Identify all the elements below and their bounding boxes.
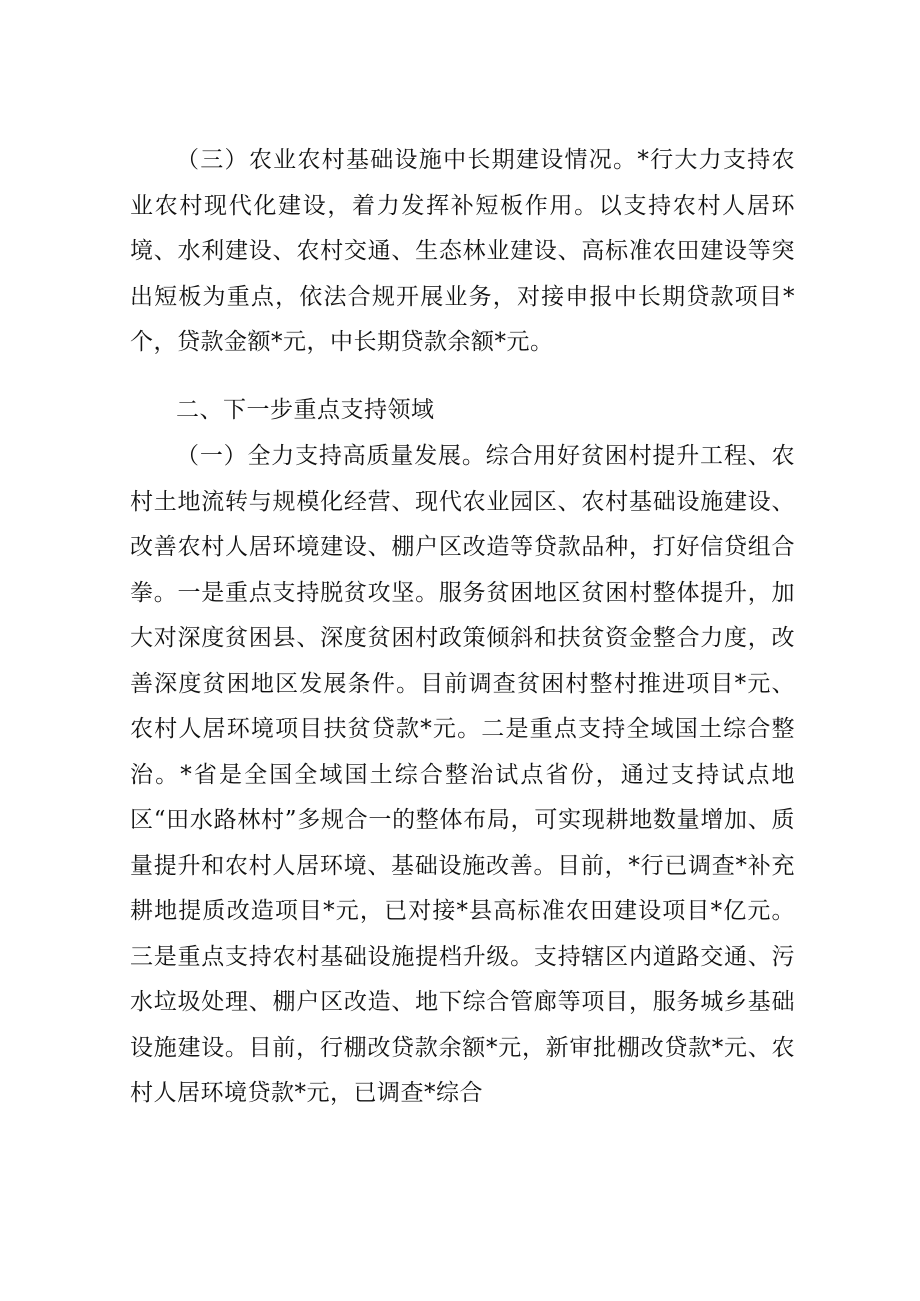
paragraph-rural-infrastructure: （三）农业农村基础设施中长期建设情况。*行大力支持农业农村现代化建设，着力发挥补短板作用。以支持农村人居环境、水利建设、农村交通、生态林业建设、高标准农田建设等突出短板为重点，依法合规开展业务，对接申报中长期贷款项目*个，贷款金额*元，中长期贷款余额*元。 <box>130 147 795 355</box>
paragraph-high-quality-development: （一）全力支持高质量发展。综合用好贫困村提升工程、农村土地流转与规模化经营、现代农业园区、农村基础设施建设、改善农村人居环境建设、棚户区改造等贷款品种，打好信贷组合拳。一是重点支持脱贫攻坚。服务贫困地区贫困村整体提升，加大对深度贫困县、深度贫困村政策倾斜和扶贫资金整合力度，改善深度贫困地区发展条件。目前调查贫困村整村推进项目*元、农村人居环境项目扶贫贷款*元。二是重点支持全域国土综合整治。*省是全国全域国土综合整治试点省份，通过支持试点地区“田水路林村”多规合一的整体布局，可实现耕地数量增加、质量提升和农村人居环境、基础设施改善。目前，*行已调查*补充耕地提质改造项目*元，已对接*县高标准农田建设项目*亿元。三是重点支持农村基础设施提档升级。支持辖区内道路交通、污水垃圾处理、棚户区改造、地下综合管廊等项目，服务城乡基础设施建设。目前，行棚改贷款余额*元，新审批棚改贷款*元、农村人居环境贷款*元，已调查*综合 <box>130 443 796 1106</box>
section-heading-next-steps: 二、下一步重点支持领域 <box>176 397 435 423</box>
